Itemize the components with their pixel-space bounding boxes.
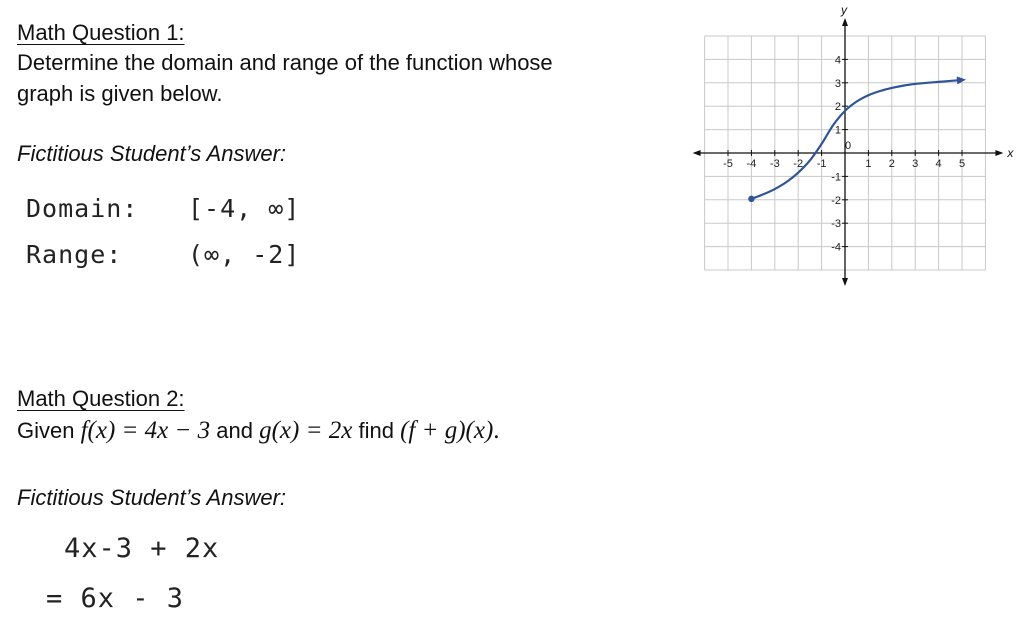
question-2-prompt: [17, 416, 500, 446]
x-tick-label: 5: [958, 158, 966, 170]
range-value: (∞, -2]: [188, 240, 301, 269]
y-tick-label: -1: [831, 171, 841, 184]
y-axis-arrow-up: [842, 18, 848, 26]
prompt-f-definition: f(x) = 4x − 3: [80, 417, 211, 444]
y-tick-label: 4: [834, 54, 841, 67]
y-tick-label: 1: [834, 124, 841, 137]
function-graph: [720, 3, 1014, 262]
question-1-prompt-line-2: graph is given below.: [17, 81, 223, 106]
prompt-g-definition: g(x) = 2x: [259, 417, 353, 444]
x-axis-arrow-left: [693, 150, 701, 156]
x-axis-arrow-right: [995, 150, 1003, 156]
x-tick-label: 1: [865, 158, 872, 170]
prompt-given: Given: [17, 418, 75, 443]
prompt-period: .: [493, 417, 500, 444]
x-tick-label: -3: [769, 158, 780, 170]
range-label: Range:: [26, 240, 123, 269]
function-curve: [751, 77, 962, 199]
curve-start-dot: [748, 196, 754, 202]
prompt-and: and: [216, 418, 253, 443]
x-tick-label: -4: [746, 158, 757, 170]
domain-value: [-4, ∞]: [188, 194, 301, 223]
question-2-answer-line-2: = 6x - 3: [46, 583, 185, 614]
x-tick-label: -1: [816, 158, 827, 170]
y-tick-label: -2: [831, 194, 841, 207]
y-tick-label: 3: [834, 77, 841, 90]
y-tick-label: -4: [831, 241, 841, 254]
y-tick-label: 2: [834, 101, 841, 114]
prompt-target: (f + g)(x): [400, 417, 494, 444]
x-axis-label: x: [1007, 146, 1014, 160]
question-1-heading: Math Question 1:: [17, 20, 185, 45]
x-tick-label: -2: [793, 158, 804, 170]
x-tick-label: 2: [888, 158, 895, 170]
x-tick-label: 0: [844, 140, 852, 152]
question-1-answer-label: Fictitious Student’s Answer:: [17, 141, 287, 166]
question-2-heading: Math Question 2:: [17, 386, 185, 411]
y-axis-label: y: [841, 3, 847, 17]
question-2-answer-label: Fictitious Student’s Answer:: [17, 485, 287, 510]
question-1-prompt-line-1: Determine the domain and range of the function whose: [17, 50, 553, 75]
x-tick-label: 4: [935, 158, 942, 170]
y-axis-arrow-down: [842, 278, 848, 286]
question-2-answer-line-1: 4x-3 + 2x: [64, 533, 220, 564]
x-tick-label: -5: [723, 158, 733, 170]
y-tick-label: -3: [831, 218, 841, 231]
prompt-find: find: [358, 418, 394, 443]
x-tick-label: 3: [912, 158, 919, 170]
domain-label: Domain:: [26, 194, 139, 223]
